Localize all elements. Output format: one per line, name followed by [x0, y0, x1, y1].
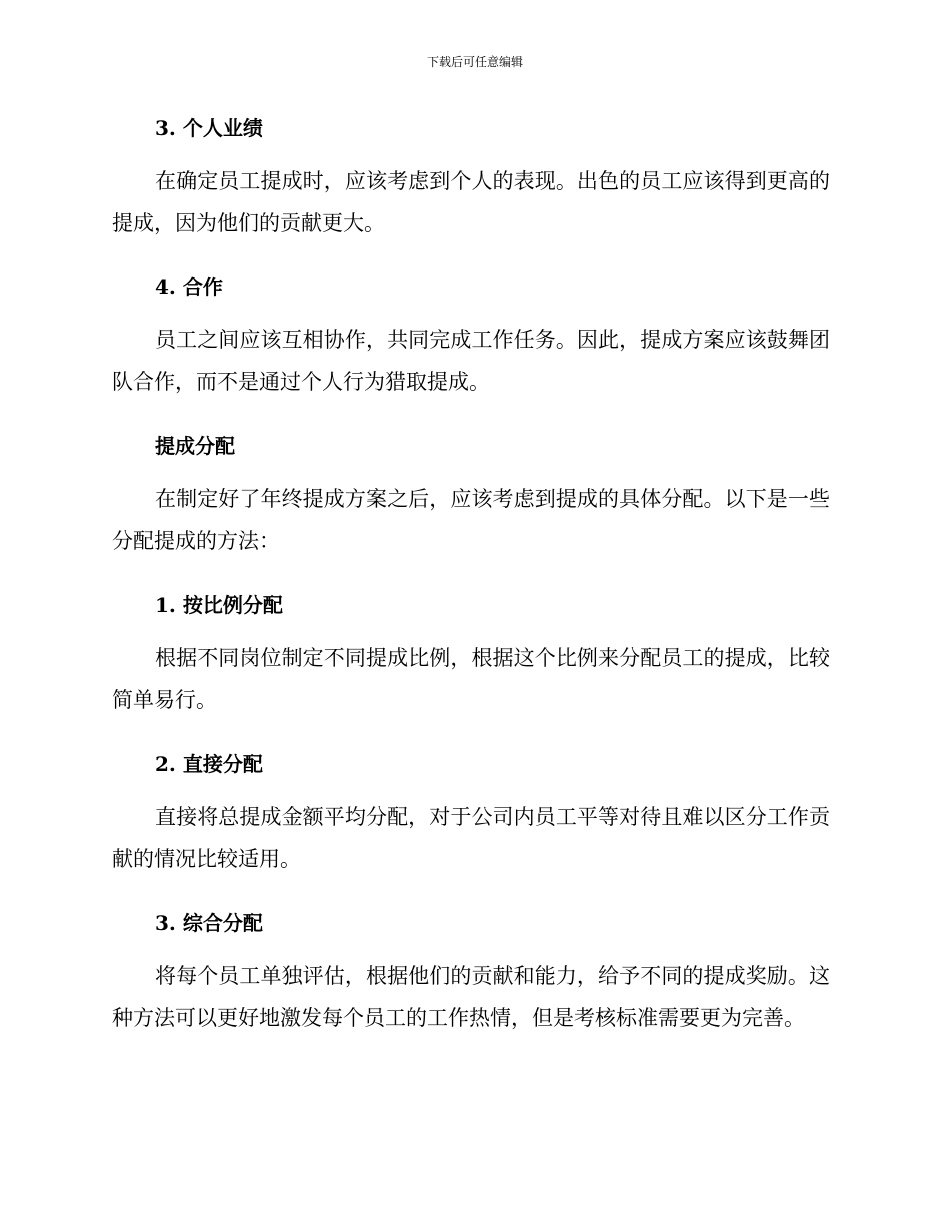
document-body — [112, 106, 830, 1039]
page-header: 下载后可任意编辑 — [426, 55, 523, 69]
section-heading-commission-distribution: 提成分配 — [155, 434, 235, 458]
paragraph-commission-distribution: 在制定好了年终提成方案之后，应该考虑到提成的具体分配。以下是一些分配提成的方法： — [112, 487, 830, 553]
section-heading-proportional: 1. 按比例分配 — [155, 593, 283, 617]
section-heading-personal-performance: 3. 个人业绩 — [155, 116, 263, 140]
paragraph-cooperation: 员工之间应该互相协作，共同完成工作任务。因此，提成方案应该鼓舞团队合作，而不是通过个人行为猎取提成。 — [112, 328, 830, 394]
section-heading-direct: 2. 直接分配 — [155, 752, 263, 776]
section-heading-comprehensive: 3. 综合分配 — [155, 911, 263, 935]
paragraph-personal-performance: 在确定员工提成时，应该考虑到个人的表现。出色的员工应该得到更高的提成，因为他们的贡献更大。 — [112, 169, 830, 235]
paragraph-direct: 直接将总提成金额平均分配，对于公司内员工平等对待且难以区分工作贡献的情况比较适用。 — [112, 805, 830, 871]
paragraph-proportional: 根据不同岗位制定不同提成比例，根据这个比例来分配员工的提成，比较简单易行。 — [112, 646, 830, 712]
paragraph-comprehensive: 将每个员工单独评估，根据他们的贡献和能力，给予不同的提成奖励。这种方法可以更好地激发每个员工的工作热情，但是考核标准需要更为完善。 — [112, 964, 830, 1030]
section-heading-cooperation: 4. 合作 — [155, 275, 223, 299]
